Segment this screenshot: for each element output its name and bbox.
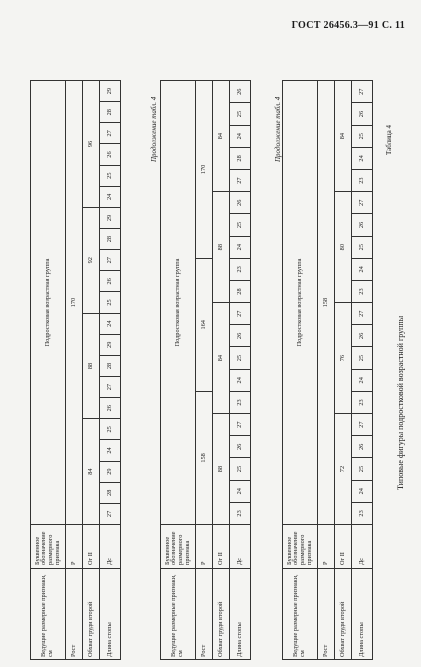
height-value: 158 <box>318 81 335 525</box>
col-header-feature: Ведущие размерные признаки, см <box>31 569 66 660</box>
row-label-height: Рост <box>196 569 213 660</box>
foot-value: 26 <box>230 436 251 458</box>
col-header-code: Буквенное обозначение размерного признака <box>31 525 66 569</box>
chest-value: 84 <box>335 81 352 192</box>
foot-value: 27 <box>100 503 121 524</box>
code-chest: Ог II <box>83 525 100 569</box>
table-row <box>352 81 373 660</box>
code-height: Р <box>196 525 213 569</box>
chest-value: 96 <box>83 81 100 208</box>
code-foot: Дс <box>230 525 251 569</box>
foot-value: 24 <box>100 440 121 461</box>
chest-value: 84 <box>83 419 100 525</box>
row-label-foot: Длина стопы <box>100 569 121 660</box>
foot-value: 25 <box>100 292 121 313</box>
code-chest: Ог II <box>213 525 230 569</box>
col-header-code: Буквенное обозначение размерного признака <box>161 525 196 569</box>
foot-value: 26 <box>100 271 121 292</box>
continuation-label-2: Продолжение табл. 4 <box>150 96 158 162</box>
foot-value: 25 <box>352 125 373 147</box>
header-row <box>161 81 196 660</box>
foot-value: 23 <box>352 502 373 524</box>
foot-value: 27 <box>100 377 121 398</box>
foot-value: 28 <box>100 355 121 376</box>
col-header-feature: Ведущие размерные признаки, см <box>161 569 196 660</box>
foot-value: 23 <box>352 170 373 192</box>
chest-value: 92 <box>83 207 100 313</box>
row-label-chest: Обхват груди второй <box>335 569 352 660</box>
height-value: 158 <box>196 391 213 524</box>
col-header-feature: Ведущие размерные признаки, см <box>283 569 318 660</box>
foot-value: 25 <box>100 419 121 440</box>
row-label-chest: Обхват груди второй <box>213 569 230 660</box>
group-header: Подростковая возрастная группа <box>161 81 196 525</box>
foot-value: 25 <box>230 458 251 480</box>
table-block-3 <box>30 80 121 660</box>
foot-value: 26 <box>352 436 373 458</box>
page-header: ГОСТ 26456.3—91 С. 11 <box>291 20 405 31</box>
foot-value: 25 <box>230 347 251 369</box>
foot-value: 27 <box>352 303 373 325</box>
table-block-1 <box>282 80 373 660</box>
foot-value: 27 <box>230 414 251 436</box>
header-row <box>31 81 66 660</box>
foot-value: 27 <box>100 250 121 271</box>
code-foot: Дс <box>352 525 373 569</box>
row-label-height: Рост <box>318 569 335 660</box>
foot-value: 26 <box>230 81 251 103</box>
foot-value: 25 <box>352 236 373 258</box>
row-label-foot: Длина стопы <box>352 569 373 660</box>
code-height: Р <box>66 525 83 569</box>
foot-value: 28 <box>230 147 251 169</box>
code-height: Р <box>318 525 335 569</box>
chest-value: 84 <box>213 81 230 192</box>
foot-value: 23 <box>230 391 251 413</box>
rotated-content <box>0 60 421 660</box>
height-value: 164 <box>196 258 213 391</box>
foot-value: 26 <box>230 192 251 214</box>
foot-value: 26 <box>352 325 373 347</box>
group-header: Подростковая возрастная группа <box>31 81 66 525</box>
chest-value: 80 <box>335 192 352 303</box>
foot-value: 24 <box>352 480 373 502</box>
foot-value: 25 <box>230 214 251 236</box>
foot-value: 23 <box>352 280 373 302</box>
foot-value: 24 <box>100 186 121 207</box>
foot-value: 28 <box>100 482 121 503</box>
foot-value: 26 <box>352 214 373 236</box>
header-row <box>283 81 318 660</box>
foot-value: 27 <box>352 414 373 436</box>
foot-value: 23 <box>230 502 251 524</box>
code-chest: Ог II <box>335 525 352 569</box>
foot-value: 24 <box>100 313 121 334</box>
code-foot: Дс <box>100 525 121 569</box>
chest-value: 76 <box>335 303 352 414</box>
table-row <box>196 81 213 660</box>
chest-value: 88 <box>83 313 100 419</box>
foot-value: 27 <box>230 170 251 192</box>
foot-value: 29 <box>100 81 121 102</box>
foot-value: 27 <box>352 192 373 214</box>
foot-value: 24 <box>230 236 251 258</box>
foot-value: 27 <box>230 303 251 325</box>
table-row <box>83 81 100 660</box>
foot-value: 26 <box>352 103 373 125</box>
foot-value: 29 <box>100 207 121 228</box>
foot-value: 25 <box>230 103 251 125</box>
chest-value: 88 <box>213 414 230 525</box>
continuation-label-1: Продолжение табл. 4 <box>274 96 282 162</box>
height-value: 170 <box>66 81 83 525</box>
table-row <box>66 81 83 660</box>
foot-value: 25 <box>100 165 121 186</box>
chest-value: 72 <box>335 414 352 525</box>
table-block-2 <box>160 80 251 660</box>
foot-value: 23 <box>352 391 373 413</box>
foot-value: 26 <box>100 144 121 165</box>
height-value: 170 <box>196 81 213 259</box>
foot-value: 24 <box>230 125 251 147</box>
col-header-code: Буквенное обозначение размерного признака <box>283 525 318 569</box>
foot-value: 29 <box>100 461 121 482</box>
chest-value: 88 <box>213 192 230 303</box>
foot-value: 26 <box>100 398 121 419</box>
foot-value: 24 <box>230 369 251 391</box>
foot-value: 28 <box>230 280 251 302</box>
foot-value: 26 <box>230 325 251 347</box>
foot-value: 24 <box>352 258 373 280</box>
row-label-height: Рост <box>66 569 83 660</box>
chest-value: 84 <box>213 303 230 414</box>
foot-value: 27 <box>352 81 373 103</box>
foot-value: 24 <box>230 480 251 502</box>
foot-value: 27 <box>100 123 121 144</box>
table-row <box>318 81 335 660</box>
foot-value: 24 <box>352 369 373 391</box>
table-row <box>335 81 352 660</box>
table-row <box>230 81 251 660</box>
foot-value: 28 <box>100 102 121 123</box>
table-row <box>100 81 121 660</box>
foot-value: 29 <box>100 334 121 355</box>
foot-value: 28 <box>100 229 121 250</box>
foot-value: 25 <box>352 458 373 480</box>
group-header: Подростковая возрастная группа <box>283 81 318 525</box>
foot-value: 24 <box>352 147 373 169</box>
table-label: Таблица 4 <box>385 125 393 155</box>
table-row <box>213 81 230 660</box>
foot-value: 25 <box>352 347 373 369</box>
row-label-chest: Обхват груди второй <box>83 569 100 660</box>
row-label-foot: Длина стопы <box>230 569 251 660</box>
table-title: Типовые фигуры подростковой возрастной группы <box>396 315 405 490</box>
foot-value: 23 <box>230 258 251 280</box>
